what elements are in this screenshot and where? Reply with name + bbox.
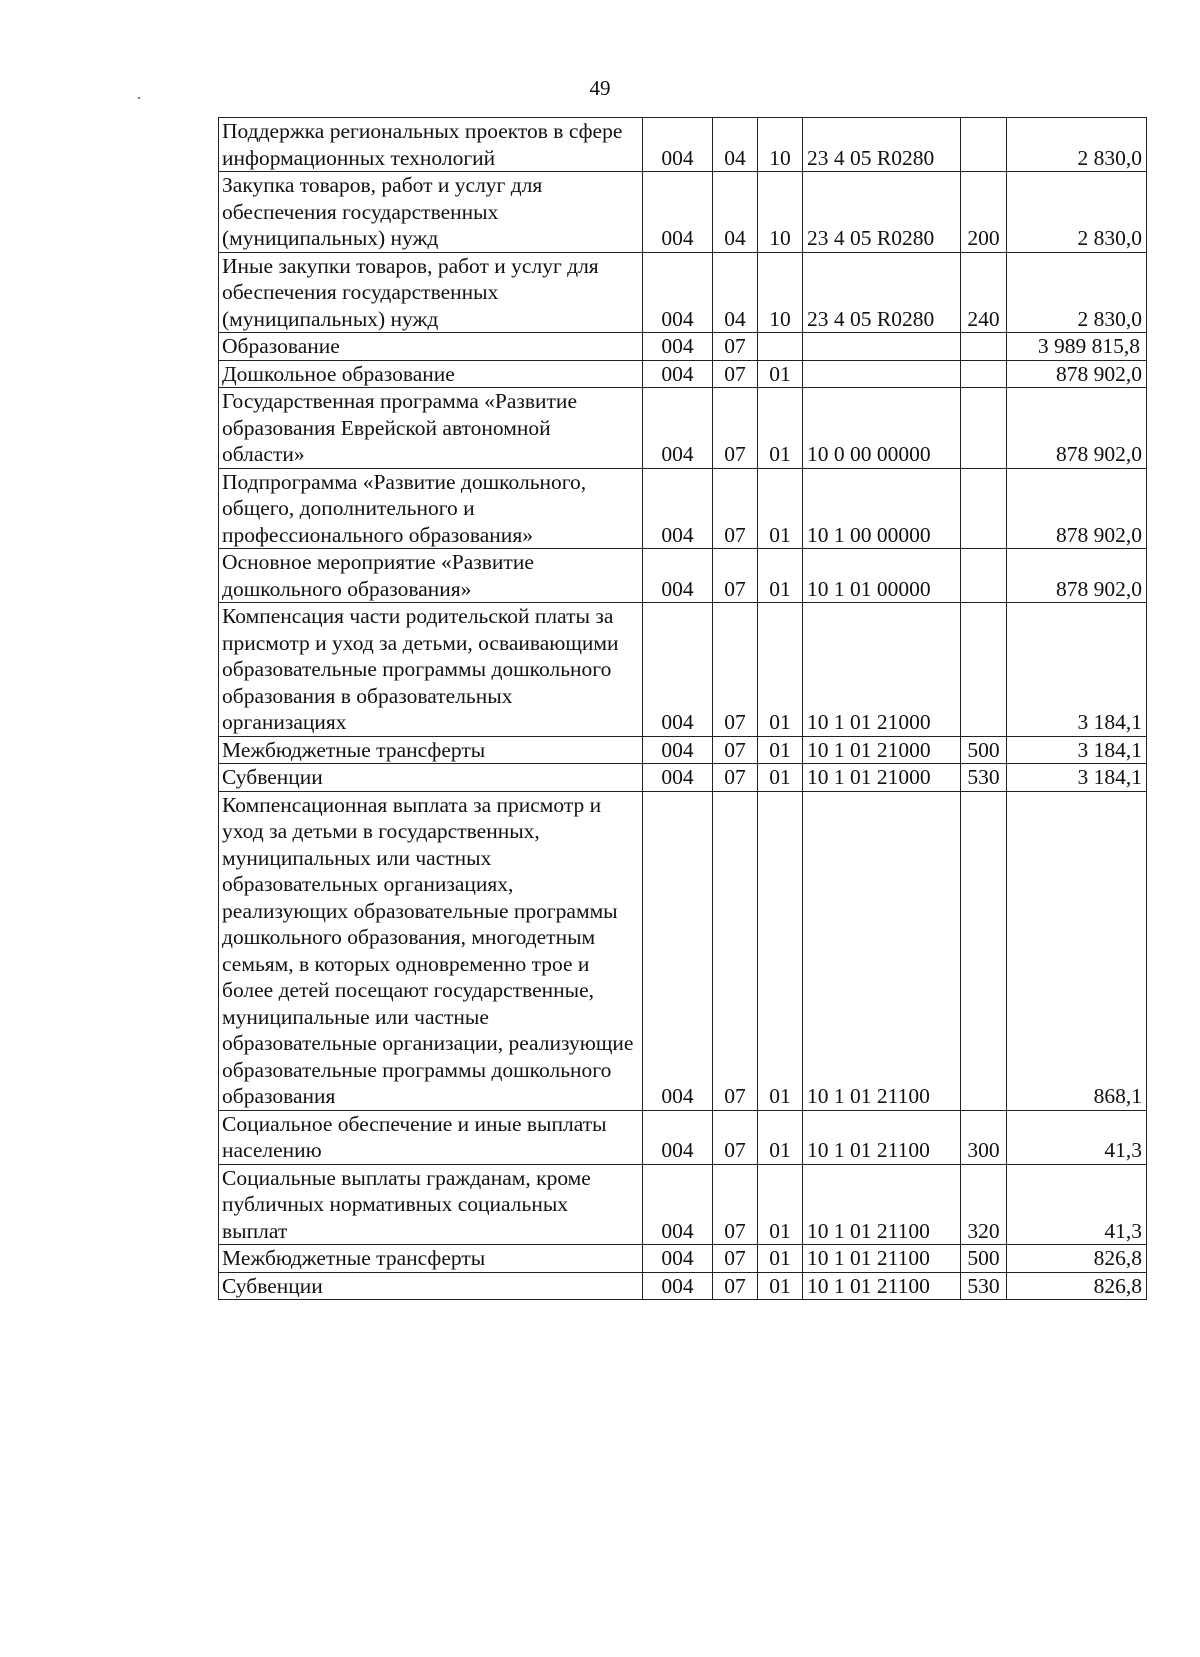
- grbs-code: 004: [643, 252, 713, 333]
- target-article-code: 23 4 05 R0280: [803, 118, 961, 172]
- section-code: 07: [713, 468, 758, 549]
- target-article-code: 10 0 00 00000: [803, 388, 961, 469]
- table-row: [219, 791, 1147, 1110]
- expense-type-code: [961, 360, 1007, 388]
- expense-type-code: [961, 468, 1007, 549]
- grbs-code: 004: [643, 549, 713, 603]
- table-row: [219, 603, 1147, 737]
- subsection-code: 01: [758, 388, 803, 469]
- expense-type-code: 500: [961, 1245, 1007, 1273]
- target-article-code: 10 1 01 21100: [803, 1110, 961, 1164]
- grbs-code: 004: [643, 388, 713, 469]
- subsection-code: 10: [758, 252, 803, 333]
- grbs-code: 004: [643, 1272, 713, 1300]
- subsection-code: 01: [758, 549, 803, 603]
- row-name: [219, 468, 643, 549]
- section-code: 07: [713, 1164, 758, 1245]
- table-row: [219, 333, 1147, 361]
- page-number: 49: [589, 76, 611, 100]
- amount: 878 902,0: [1007, 549, 1147, 603]
- subsection-code: 01: [758, 791, 803, 1110]
- grbs-code: 004: [643, 1110, 713, 1164]
- table-row: [219, 388, 1147, 469]
- amount: 878 902,0: [1007, 360, 1147, 388]
- grbs-code: 004: [643, 764, 713, 792]
- subsection-code: 01: [758, 1272, 803, 1300]
- subsection-code: 01: [758, 1110, 803, 1164]
- section-code: 07: [713, 333, 758, 361]
- row-name: [219, 388, 643, 469]
- row-name: [219, 1164, 643, 1245]
- grbs-code: 004: [643, 736, 713, 764]
- row-name-text: Иные закупки товаров, работ и услуг для обеспечения государственных (муниципальных) нужд: [222, 253, 599, 331]
- amount: 41,3: [1007, 1110, 1147, 1164]
- table-row: [219, 1164, 1147, 1245]
- subsection-code: [758, 333, 803, 361]
- amount: 3 184,1: [1007, 736, 1147, 764]
- amount: 41,3: [1007, 1164, 1147, 1245]
- row-name: [219, 1110, 643, 1164]
- expense-type-code: 240: [961, 252, 1007, 333]
- row-name: [219, 360, 643, 388]
- amount: 878 902,0: [1007, 388, 1147, 469]
- amount: 826,8: [1007, 1272, 1147, 1300]
- amount: 868,1: [1007, 791, 1147, 1110]
- subsection-code: 01: [758, 764, 803, 792]
- row-name-text: Межбюджетные трансферты: [222, 1246, 486, 1270]
- expense-type-code: [961, 118, 1007, 172]
- table-row: [219, 468, 1147, 549]
- target-article-code: 10 1 01 21100: [803, 1164, 961, 1245]
- row-name-text: Основное мероприятие «Развитие дошкольного образования»: [222, 550, 534, 601]
- expense-type-code: 530: [961, 1272, 1007, 1300]
- section-code: 07: [713, 764, 758, 792]
- target-article-code: 10 1 01 21100: [803, 1245, 961, 1273]
- section-code: 07: [713, 360, 758, 388]
- grbs-code: 004: [643, 603, 713, 737]
- section-code: 04: [713, 252, 758, 333]
- section-code: 07: [713, 1245, 758, 1273]
- row-name: [219, 603, 643, 737]
- row-name-text: Субвенции: [222, 1273, 323, 1298]
- target-article-code: 23 4 05 R0280: [803, 172, 961, 253]
- amount: 3 184,1: [1007, 764, 1147, 792]
- target-article-code: 10 1 01 00000: [803, 549, 961, 603]
- target-article-code: 10 1 01 21000: [803, 603, 961, 737]
- target-article-code: [803, 360, 961, 388]
- subsection-code: 01: [758, 468, 803, 549]
- row-name-text: Субвенции: [222, 765, 323, 789]
- budget-table: [218, 117, 1147, 1300]
- row-name: [219, 1245, 643, 1273]
- table-row: [219, 1272, 1147, 1300]
- grbs-code: 004: [643, 172, 713, 253]
- table-row: [219, 549, 1147, 603]
- row-name-text: Социальные выплаты гражданам, кроме публичных нормативных социальных выплат: [222, 1165, 591, 1243]
- table-row: [219, 252, 1147, 333]
- amount: 878 902,0: [1007, 468, 1147, 549]
- amount: 2 830,0: [1007, 172, 1147, 253]
- row-name-text: Поддержка региональных проектов в сфере информационных технологий: [222, 119, 623, 170]
- table-row: [219, 736, 1147, 764]
- row-name: [219, 118, 643, 172]
- table-row: [219, 1245, 1147, 1273]
- section-code: 07: [713, 736, 758, 764]
- row-name: [219, 252, 643, 333]
- section-code: 07: [713, 388, 758, 469]
- grbs-code: 004: [643, 791, 713, 1110]
- section-code: 04: [713, 172, 758, 253]
- row-name: [219, 736, 643, 764]
- row-name: [219, 172, 643, 253]
- section-code: 07: [713, 1272, 758, 1300]
- expense-type-code: [961, 603, 1007, 737]
- row-name-text: Компенсация части родительской платы за присмотр и уход за детьми, осваивающими образовательные программы дошкольного образования в образовательных организациях: [222, 604, 619, 734]
- expense-type-code: 200: [961, 172, 1007, 253]
- amount: 2 830,0: [1007, 252, 1147, 333]
- grbs-code: 004: [643, 118, 713, 172]
- row-name-text: Компенсационная выплата за присмотр и уход за детьми в государственных, муниципальных или частных образовательных организациях, реализующих образовательные программы дошкольного образования, многодетным семьям, в которых одновременно трое и более детей посещают государственные, муниципальные или частные образовательные организации, реализующие образовательные программы дошкольного образования: [222, 792, 634, 1108]
- row-name-text: Закупка товаров, работ и услуг для обеспечения государственных (муниципальных) нужд: [222, 173, 543, 250]
- grbs-code: 004: [643, 360, 713, 388]
- subsection-code: 01: [758, 1164, 803, 1245]
- target-article-code: 10 1 01 21100: [803, 1272, 961, 1300]
- budget-table-body: [219, 118, 1147, 1300]
- expense-type-code: [961, 549, 1007, 603]
- row-name-text: Социальное обеспечение и иные выплаты населению: [222, 1111, 607, 1162]
- row-name-text: Дошкольное образование: [222, 361, 455, 386]
- section-code: 07: [713, 549, 758, 603]
- expense-type-code: [961, 333, 1007, 361]
- subsection-code: 01: [758, 360, 803, 388]
- target-article-code: [803, 333, 961, 361]
- amount: 3 184,1: [1007, 603, 1147, 737]
- table-row: [219, 172, 1147, 253]
- grbs-code: 004: [643, 1245, 713, 1273]
- table-row: [219, 764, 1147, 792]
- subsection-code: 01: [758, 1245, 803, 1273]
- target-article-code: 10 1 01 21100: [803, 791, 961, 1110]
- row-name: [219, 333, 643, 361]
- row-name-text: Государственная программа «Развитие образования Еврейской автономной области»: [222, 389, 577, 466]
- row-name: [219, 1272, 643, 1300]
- amount: 3 989 815,8: [1007, 333, 1147, 361]
- grbs-code: 004: [643, 1164, 713, 1245]
- grbs-code: 004: [643, 333, 713, 361]
- expense-type-code: [961, 388, 1007, 469]
- section-code: 07: [713, 1110, 758, 1164]
- subsection-code: 10: [758, 172, 803, 253]
- table-row: [219, 1110, 1147, 1164]
- target-article-code: 10 1 00 00000: [803, 468, 961, 549]
- table-row: [219, 360, 1147, 388]
- target-article-code: 10 1 01 21000: [803, 736, 961, 764]
- target-article-code: 23 4 05 R0280: [803, 252, 961, 333]
- expense-type-code: [961, 791, 1007, 1110]
- row-name-text: Образование: [222, 334, 340, 358]
- expense-type-code: 320: [961, 1164, 1007, 1245]
- row-name-text: Межбюджетные трансферты: [222, 737, 486, 762]
- target-article-code: 10 1 01 21000: [803, 764, 961, 792]
- row-name: [219, 549, 643, 603]
- expense-type-code: 500: [961, 736, 1007, 764]
- row-name-text: Подпрограмма «Развитие дошкольного, общего, дополнительного и профессионального образования»: [222, 469, 587, 547]
- expense-type-code: 530: [961, 764, 1007, 792]
- section-code: 07: [713, 791, 758, 1110]
- amount: 2 830,0: [1007, 118, 1147, 172]
- row-name: [219, 764, 643, 792]
- expense-type-code: 300: [961, 1110, 1007, 1164]
- grbs-code: 004: [643, 468, 713, 549]
- amount: 826,8: [1007, 1245, 1147, 1273]
- section-code: 04: [713, 118, 758, 172]
- section-code: 07: [713, 603, 758, 737]
- row-name: [219, 791, 643, 1110]
- subsection-code: 10: [758, 118, 803, 172]
- subsection-code: 01: [758, 736, 803, 764]
- table-row: [219, 118, 1147, 172]
- subsection-code: 01: [758, 603, 803, 737]
